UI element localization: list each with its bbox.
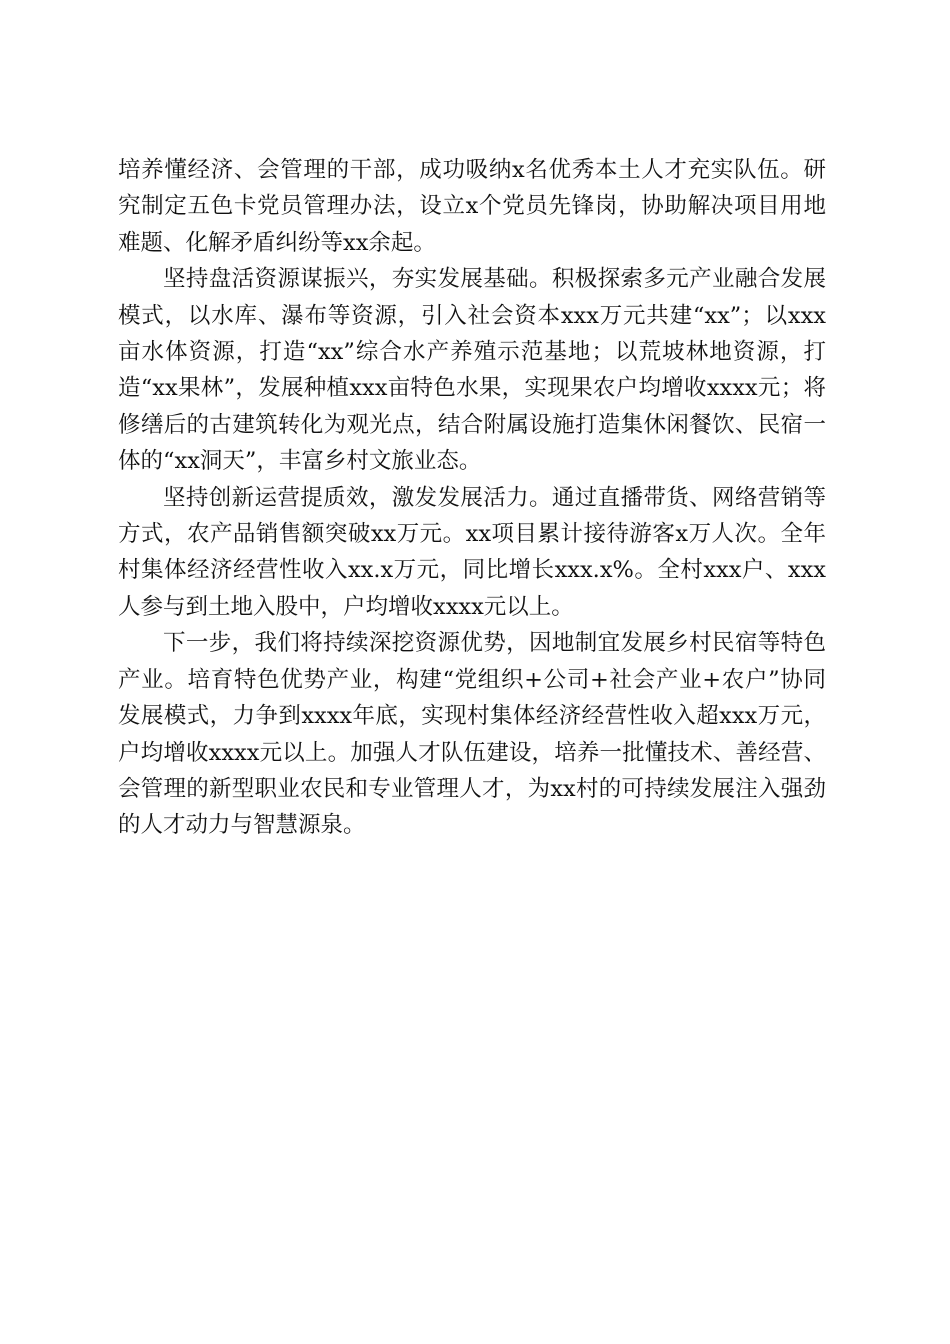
document-body bbox=[118, 152, 826, 844]
paragraph-innovative-operation: 坚持创新运营提质效，激发发展活力。通过直播带货、网络营销等方式，农产品销售额突破xx万元。xx项目累计接待游客x万人次。全年村集体经济经营性收入xx.x万元，同比增长xxx.x%。全村xxx户、xxx人参与到土地入股中，户均增收xxxx元以上。 bbox=[118, 484, 826, 620]
paragraph-resource-revitalization: 坚持盘活资源谋振兴，夯实发展基础。积极探索多元产业融合发展模式，以水库、瀑布等资源，引入社会资本xxx万元共建“xx”；以xxx亩水体资源，打造“xx”综合水产养殖示范基地；以荒坡林地资源，打造“xx果林”，发展种植xxx亩特色水果，实现果农户均增收xxxx元；将修缮后的古建筑转化为观光点，结合附属设施打造集休闲餐饮、民宿一体的“xx洞天”，丰富乡村文旅业态。 bbox=[118, 266, 826, 475]
paragraph-next-steps: 下一步，我们将持续深挖资源优势，因地制宜发展乡村民宿等特色产业。培育特色优势产业，构建“党组织+公司+社会产业+农户”协同发展模式，力争到xxxx年底，实现村集体经济经营性收入超xxx万元，户均增收xxxx元以上。加强人才队伍建设，培养一批懂技术、善经营、会管理的新型职业农民和专业管理人才，为xx村的可持续发展注入强劲的人才动力与智慧源泉。 bbox=[118, 630, 826, 839]
paragraph-continuation: 培养懂经济、会管理的干部，成功吸纳x名优秀本土人才充实队伍。研究制定五色卡党员管理办法，设立x个党员先锋岗，协助解决项目用地难题、化解矛盾纠纷等xx余起。 bbox=[118, 157, 826, 256]
